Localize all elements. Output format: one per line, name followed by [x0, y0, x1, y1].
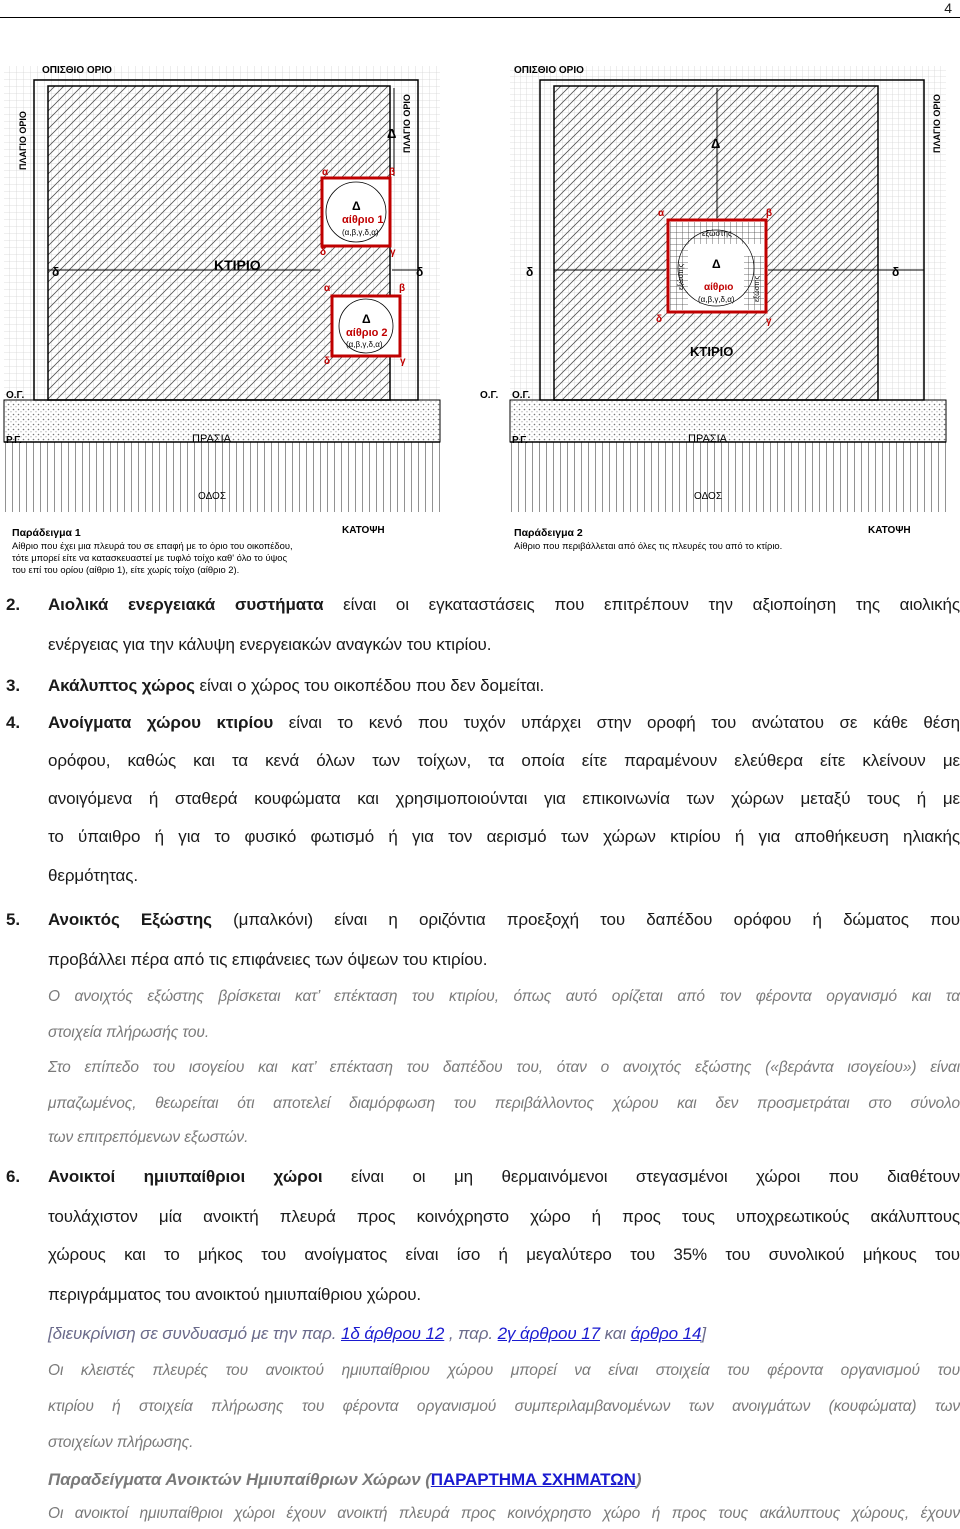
item-4-term: Ανοίγματα χώρου κτιρίου — [48, 713, 274, 732]
rg-label: Ρ.Γ. — [6, 435, 22, 446]
og-label-2b: Ο.Γ. — [512, 390, 531, 401]
item-4-line-1 — [48, 713, 960, 733]
dist-label-right: δ — [416, 265, 424, 279]
item-2-number: 2. — [6, 595, 20, 614]
atrium2-letters: (α,β,γ,δ,α) — [346, 340, 383, 349]
top-boundary-label-2: ΟΠΙΣΘΙΟ ΟΡΙΟ — [514, 65, 584, 76]
caption2-title: Παράδειγμα 2 — [514, 527, 583, 539]
atrium2-corner-g: γ — [400, 356, 406, 367]
yard-label-2: ΠΡΑΣΙΑ — [688, 433, 727, 445]
item-5-text-1: (μπαλκόνι) είναι η οριζόντια προεξοχή του δαπέδου ορόφου ή δώματος που — [211, 910, 960, 929]
atrium1-label: αίθριο 1 — [342, 214, 384, 226]
road-label-2: ΟΔΟΣ — [694, 491, 722, 502]
item-6-note-line-3: στοιχείων πλήρωσης. — [48, 1434, 194, 1451]
left-boundary-label: ΠΛΑΓΙΟ ΟΡΙΟ — [18, 111, 28, 170]
caption2-line-1: Αίθριο που περιβάλλεται από όλες τις πλευρές του από το κτίριο. — [514, 540, 783, 551]
atrium-letters-2: (α,β,γ,δ,α) — [698, 295, 735, 304]
balcony-label-top: εξώστης — [702, 229, 732, 238]
caption1-line-3: του επί του ορίου (αίθριο 1), είτε χωρίς τοίχο (αίθριο 2). — [12, 564, 240, 575]
item-6-number: 6. — [6, 1167, 20, 1186]
delta-label-top-2: Δ — [711, 136, 721, 151]
link-article-14[interactable]: άρθρο 14 — [630, 1324, 702, 1343]
atrium-corner-a-2: α — [658, 208, 665, 219]
item-4-line-4: το ύπαιθρο ή για το φυσικό φωτισμό ή για τον αερισμό των χώρων κτιρίου ή για αποθήκευση ηλιακής — [48, 827, 960, 846]
item-5-number: 5. — [6, 910, 20, 929]
item-5-term: Ανοικτός Εξώστης — [48, 910, 212, 929]
item-6-line-3: χώρους και το μήκος του ανοίγματος είναι ίσο ή μεγαλύτερο του 35% του συνολικού μήκους του — [48, 1245, 960, 1264]
atrium1-corner-b: β — [389, 167, 396, 178]
item-3-text-1: είναι ο χώρος του οικοπέδου που δεν δομείται. — [194, 676, 545, 695]
item-6-line-4: περιγράμματος του ανοικτού ημιυπαίθριου χώρου. — [48, 1285, 422, 1304]
item-6-note-line-1: Οι κλειστές πλευρές του ανοικτού ημιυπαίθριου χώρου μπορεί να είναι στοιχεία του φέροντα οργανισμού του — [48, 1362, 960, 1379]
examples-heading: Παραδείγματα Ανοικτών Ημιυπαίθριων Χώρων (ΠΑΡΑΡΤΗΜΑ ΣΧΗΜΑΤΩΝ) — [48, 1470, 642, 1489]
atrium-label-2: αίθριο — [704, 282, 734, 293]
right-boundary-label: ΠΛΑΓΙΟ ΟΡΙΟ — [402, 94, 412, 153]
atrium1-corner-d: δ — [320, 247, 327, 258]
item-4-line-3: ανοιγόμενα ή σταθερά κουφώματα και χρησιμοποιούνται για επικοινωνία των χώρων μεταξύ τους ή με — [48, 789, 960, 808]
dist-label-left: δ — [52, 265, 60, 279]
page-number: 4 — [944, 0, 952, 16]
road-label: ΟΔΟΣ — [198, 491, 226, 502]
figure-example-1 — [2, 58, 442, 578]
item-3-term: Ακάλυπτος χώρος — [48, 676, 195, 695]
link-article-17[interactable]: 2γ άρθρου 17 — [497, 1324, 600, 1343]
atrium2-corner-d: δ — [324, 356, 331, 367]
item-2-line-1 — [48, 595, 960, 615]
plan-drawing-2 — [480, 58, 948, 578]
item-3-number: 3. — [6, 676, 20, 695]
item-2-line-2: ενέργειας για την κάλυψη ενεργειακών αναγκών του κτιρίου. — [48, 635, 492, 654]
atrium-delta-2: Δ — [712, 257, 721, 271]
building-label-2: ΚΤΙΡΙΟ — [690, 344, 734, 359]
atrium2-corner-b: β — [399, 283, 406, 294]
item-5-note-2-line-1: Στο επίπεδο του ισογείου και κατ’ επέκταση του δαπέδου του, όταν ο ανοιχτός εξώστης («βεράντα ισογείου») είναι — [48, 1059, 960, 1076]
item-6-line-1 — [48, 1167, 960, 1187]
item-3-line-1 — [48, 676, 544, 696]
atrium1-delta: Δ — [352, 199, 361, 213]
item-5-line-1 — [48, 910, 960, 930]
atrium2-label: αίθριο 2 — [346, 327, 388, 339]
item-5-note-2-line-2: μπαζωμένος, θεωρείται ότι αποτελεί διαμόρφωση του περιβάλλοντος χώρου και δεν προσμετράται στο σύνολο — [48, 1095, 960, 1112]
final-note-line-1: Οι ανοικτοί ημιυπαίθριοι χώροι έχουν ανοικτή πλευρά προς κοινόχρηστο χώρο ή προς τους ακάλυπτους χώρους, έχουν — [48, 1505, 960, 1522]
og-label-2: Ο.Γ. — [480, 390, 499, 401]
item-2-term: Αιολικά ενεργειακά συστήματα — [48, 595, 324, 614]
item-6-term: Ανοικτοί ημιυπαίθριοι χώροι — [48, 1167, 323, 1186]
item-6-text-1: είναι οι μη θερμαινόμενοι στεγασμένοι χώροι που διαθέτουν — [322, 1167, 960, 1186]
dist-label-left-2: δ — [526, 265, 534, 279]
link-article-12[interactable]: 1δ άρθρου 12 — [341, 1324, 445, 1343]
item-6-line-2: τουλάχιστον μία ανοικτή πλευρά προς κοινόχρηστο χώρο ή προς τους υποχρεωτικούς ακάλυπτους — [48, 1207, 960, 1226]
item-5-note-2-line-3: των επιτρεπόμενων εξωστών. — [48, 1129, 249, 1146]
atrium1-corner-g: γ — [390, 247, 396, 258]
caption1-line-1: Αίθριο που έχει μια πλευρά του σε επαφή με το όριο του οικοπέδου, — [12, 540, 293, 551]
atrium1-corner-a: α — [322, 167, 329, 178]
item-4-line-2: ορόφου, καθώς και τα κενά όλων των τοίχων, τα οποία είτε παραμένουν ελεύθερα είτε κλείνουν με — [48, 751, 960, 770]
plan-drawing-1 — [2, 58, 442, 578]
item-5-line-2: προβάλλει πέρα από τις επιφάνειες των όψεων του κτιρίου. — [48, 950, 488, 969]
atrium-corner-b-2: β — [766, 208, 773, 219]
atrium-corner-d-2: δ — [656, 314, 663, 325]
building-label: ΚΤΙΡΙΟ — [214, 257, 261, 273]
atrium-corner-g-2: γ — [766, 316, 772, 327]
yard-label: ΠΡΑΣΙΑ — [192, 433, 231, 445]
top-boundary-label: ΟΠΙΣΘΙΟ ΟΡΙΟ — [42, 65, 112, 76]
link-figures-annex[interactable]: ΠΑΡΑΡΤΗΜΑ ΣΧΗΜΑΤΩΝ — [430, 1470, 636, 1489]
right-boundary-label-2: ΠΛΑΓΙΟ ΟΡΙΟ — [932, 94, 942, 153]
item-5-note-1-line-1: Ο ανοιχτός εξώστης βρίσκεται κατ’ επέκταση του κτιρίου, όπως αυτό ορίζεται από τον φέροντα οργανισμό και τα — [48, 988, 960, 1005]
item-6-note-line-2: κτιρίου ή στοιχεία πλήρωσης του φέροντα οργανισμού συμπεριλαμβανομένων των ανοιγμάτων (κουφώματα) των — [48, 1398, 960, 1415]
header-rule — [0, 17, 960, 18]
caption1-title: Παράδειγμα 1 — [12, 527, 81, 539]
caption1-line-2: τότε μπορεί είτε να κατασκευαστεί με τυφλό τοίχο καθ' όλο το ύψος — [12, 552, 287, 563]
atrium2-delta: Δ — [362, 312, 371, 326]
dist-label-right-2: δ — [892, 265, 900, 279]
item-4-number: 4. — [6, 713, 20, 732]
item-4-text-1: είναι το κενό που τυχόν υπάρχει στην οροφή του ανώτατου σε κάθε θέση — [273, 713, 960, 732]
figure-example-2 — [480, 58, 948, 578]
item-5-note-1-line-2: στοιχεία πλήρωσής του. — [48, 1024, 210, 1041]
balcony-label-left: εξώστης — [678, 263, 685, 290]
og-label: Ο.Γ. — [6, 390, 25, 401]
atrium2-corner-a: α — [324, 283, 331, 294]
item-2-text-1: είναι οι εγκαταστάσεις που επιτρέπουν την αξιοποίηση της αιολικής — [323, 595, 960, 614]
caption2-view: ΚΑΤΟΨΗ — [868, 525, 911, 536]
rg-label-2: Ρ.Γ. — [512, 435, 528, 446]
caption1-view: ΚΑΤΟΨΗ — [342, 525, 385, 536]
delta-label-top: Δ — [387, 126, 397, 141]
item-4-line-5: θερμότητας. — [48, 866, 139, 885]
balcony-label-right: εξώστης — [754, 275, 761, 302]
atrium1-letters: (α,β,γ,δ,α) — [342, 228, 379, 237]
item-6-reference: [διευκρίνιση σε συνδυασμό με την παρ. 1δ άρθρου 12 , παρ. 2γ άρθρου 17 και άρθρο 14] — [48, 1324, 706, 1343]
